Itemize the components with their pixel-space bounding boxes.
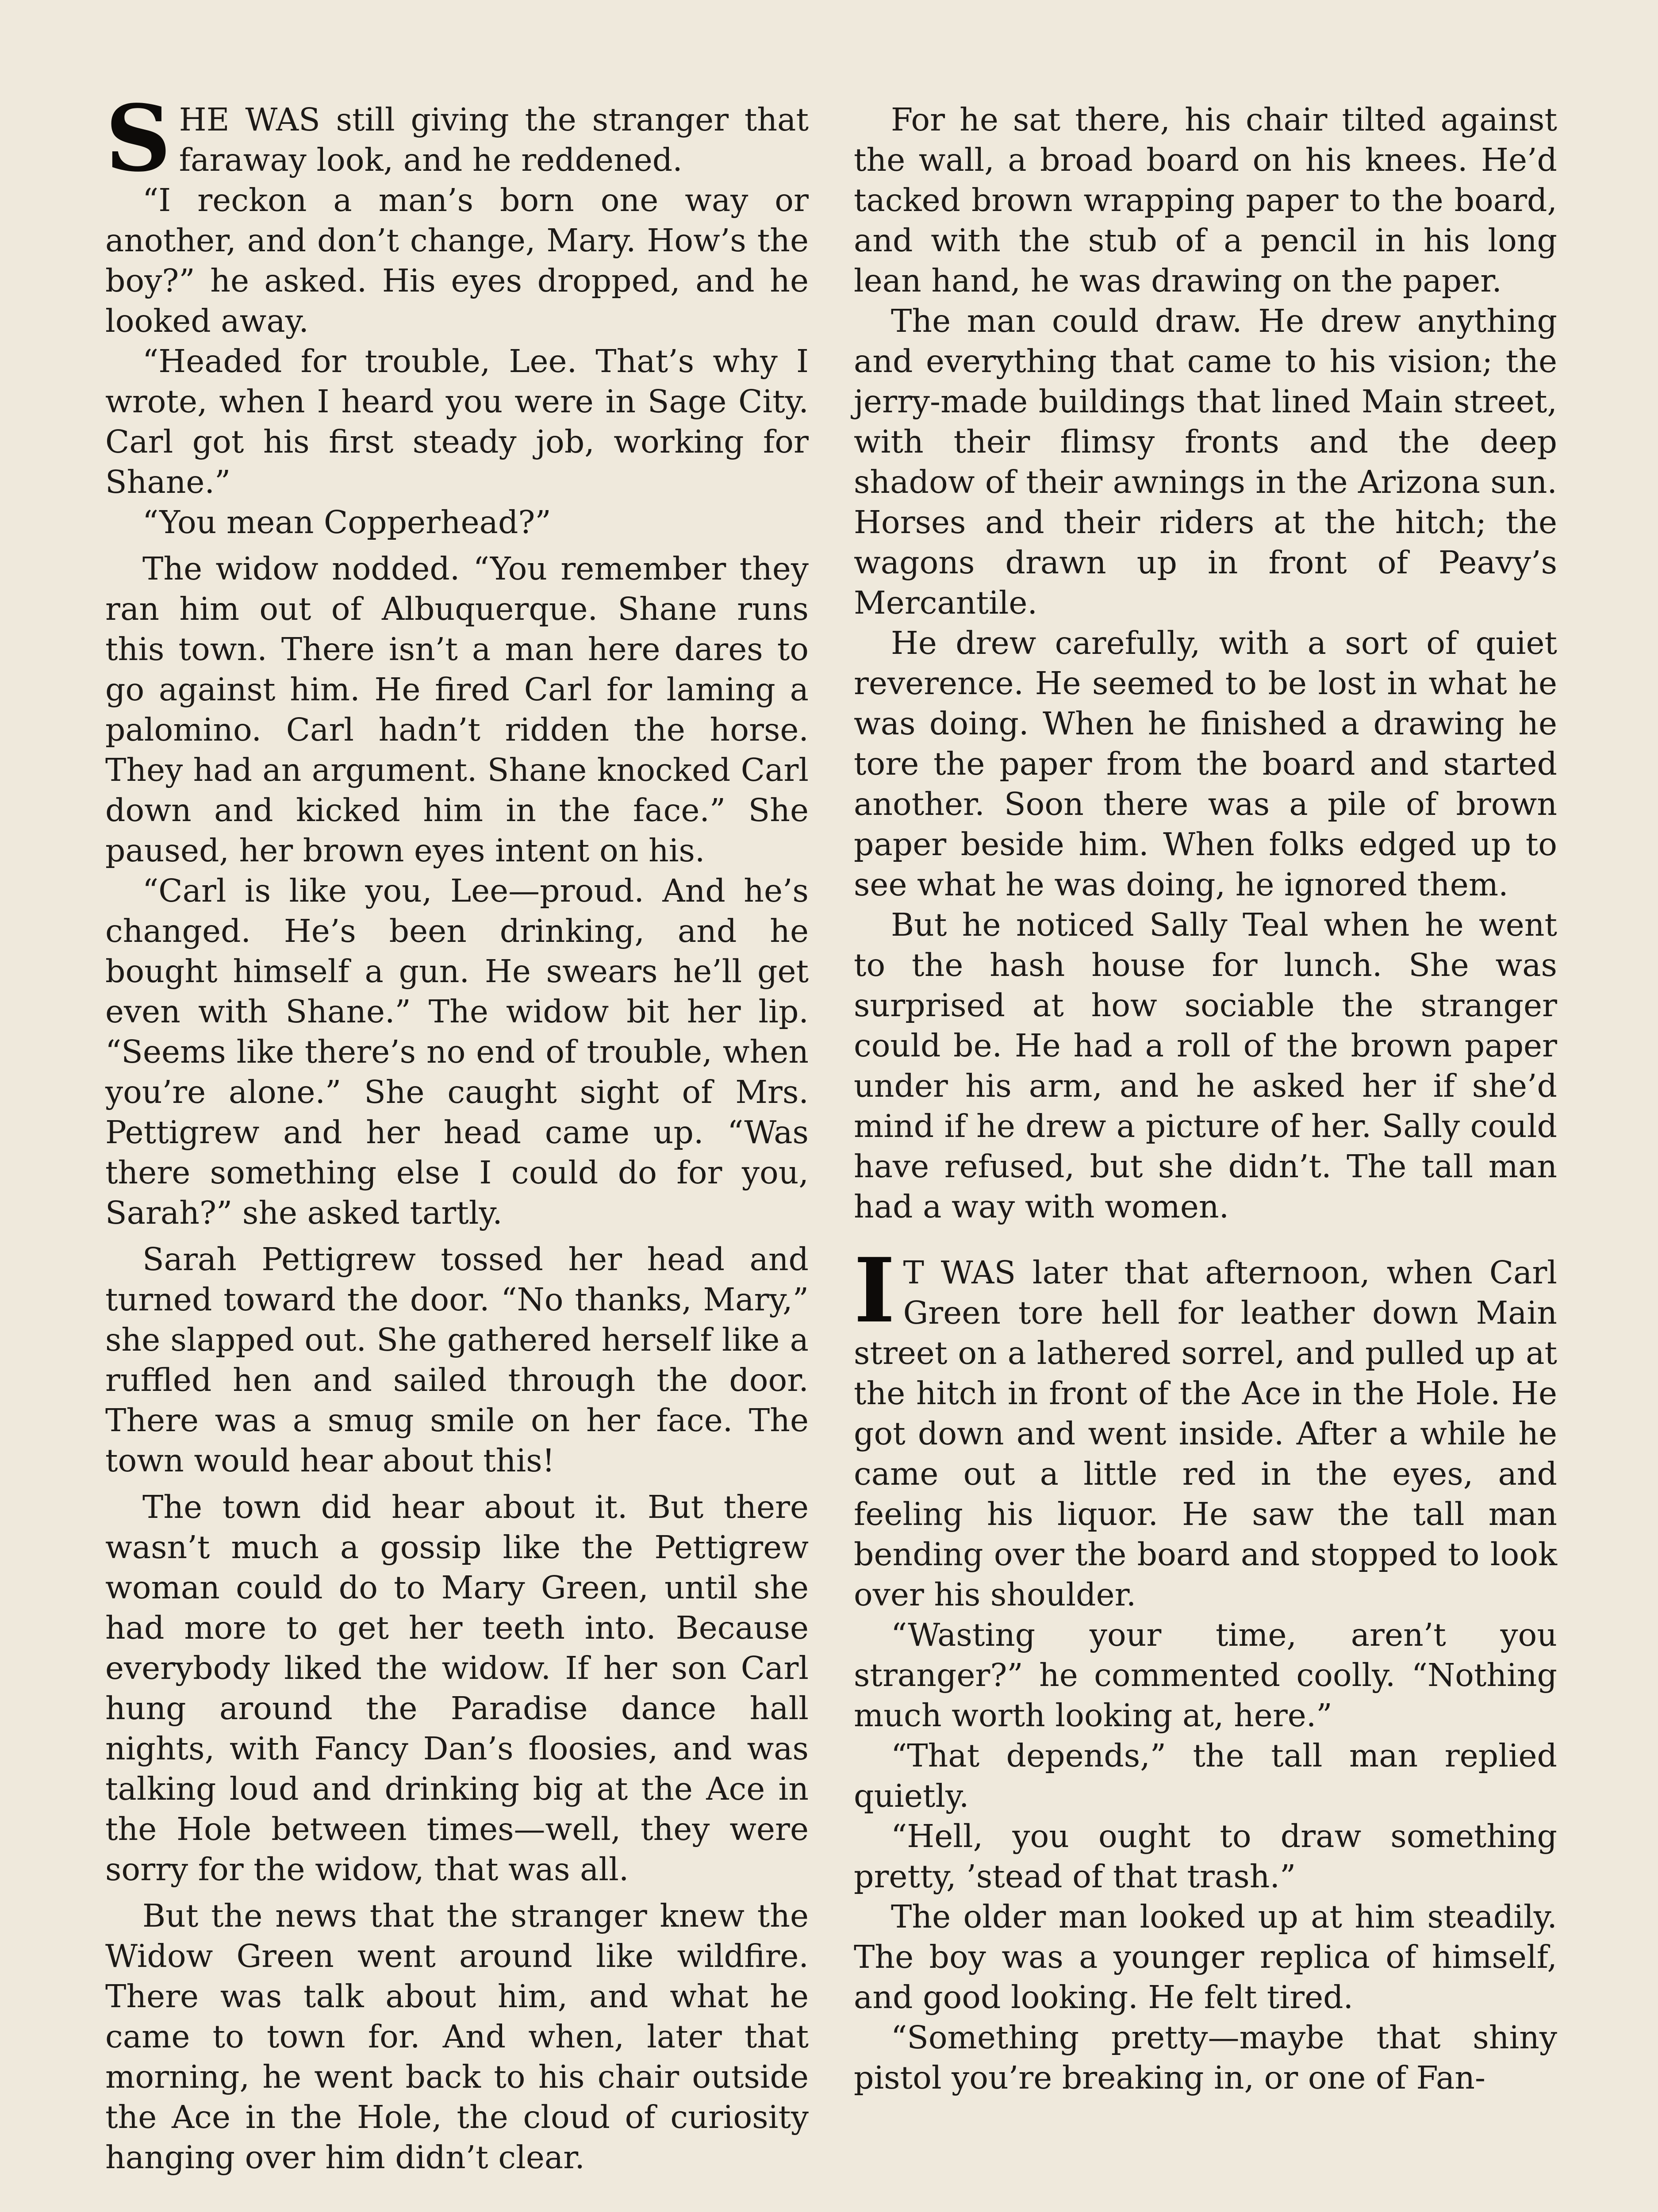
opening-text: HE WAS still giving the stranger that faraway look, and he reddened. xyxy=(179,101,809,178)
paragraph: “Headed for trouble, Lee. That’s why I wrote, when I heard you were in Sage City. Carl got his first steady job, working for Shane.” xyxy=(105,343,809,500)
paragraph: The older man looked up at him steadily. The boy was a younger replica of himself, and good looking. He felt tired. xyxy=(854,1898,1557,2016)
paragraph: “Something pretty—maybe that shiny pistol you’re breaking in, or one of Fan- xyxy=(854,2019,1557,2096)
paragraph: “Carl is like you, Lee—proud. And he’s changed. He’s been drinking, and he bought himself a gun. He swears he’ll get even with Shane.” The widow bit her lip. “Seems like there’s no end of trouble, when you’re alone.” She caught sight of Mrs. Pettigrew and her head came up. “Was there something else I could do for you, Sarah?” she asked tartly. xyxy=(105,872,809,1231)
text-column-left xyxy=(105,85,809,2177)
paragraph: “Wasting your time, aren’t you stranger?” he commented coolly. “Nothing much worth looking at, here.” xyxy=(854,1617,1557,1734)
opening-paragraph xyxy=(105,85,809,192)
paragraph: For he sat there, his chair tilted against the wall, a broad board on his knees. He’d tacked brown wrapping paper to the board, and with the stub of a pencil in his long lean hand, he was drawing on the paper. xyxy=(854,101,1557,299)
paragraph: But he noticed Sally Teal when he went to the hash house for lunch. She was surprised at how sociable the stranger could be. He had a roll of the brown paper under his arm, and he asked her if she’d mind if he drew a picture of her. Sally could have refused, but she didn’t. The tall man had a way with women. xyxy=(854,906,1557,1225)
paragraph: But the news that the stranger knew the Widow Green went around like wildfire. There was talk about him, and what he came to town for. And when, later that morning, he went back to his chair outside the Ace in the Hole, the cloud of curiosity hanging over him didn’t clear. xyxy=(105,1897,809,2176)
section-opening-paragraph xyxy=(854,1239,1557,1615)
paragraph: “You mean Copperhead?” xyxy=(142,504,551,541)
paragraph: He drew carefully, with a sort of quiet reverence. He seemed to be lost in what he was doing. When he finished a drawing he tore the paper from the board and started another. Soon there was a pile of brown paper beside him. When folks edged up to see what he was doing, he ignored them. xyxy=(854,625,1557,903)
text-column-right xyxy=(854,100,1557,2098)
paragraph: “Hell, you ought to draw something pretty, ’stead of that trash.” xyxy=(854,1818,1557,1895)
section-opening-text: T WAS later that afternoon, when Carl Green tore hell for leather down Main street on a lathered sorrel, and pulled up at the hitch in front of the Ace in the Hole. He got down and went inside. After a while he came out a little red in the eyes, and feeling his liquor. He saw the tall man bending over the board and stopped to look over his shoulder. xyxy=(854,1254,1557,1613)
drop-cap: S xyxy=(105,85,171,192)
paragraph: The widow nodded. “You remember they ran him out of Albuquerque. Shane runs this town. There isn’t a man here dares to go against him. He fired Carl for laming a palomino. Carl hadn’t ridden the horse. They had an argument. Shane knocked Carl down and kicked him in the face.” She paused, her brown eyes intent on his. xyxy=(105,550,809,869)
paragraph: The town did hear about it. But there wasn’t much a gossip like the Pettigrew woman could do to Mary Green, until she had more to get her teeth into. Because everybody liked the widow. If her son Carl hung around the Paradise dance hall nights, with Fancy Dan’s floosies, and was talking loud and drinking big at the Ace in the Hole between times—well, they were sorry for the widow, that was all. xyxy=(105,1489,809,1888)
paragraph: “That depends,” the tall man replied quietly. xyxy=(854,1737,1557,1814)
paragraph: “I reckon a man’s born one way or another, and don’t change, Mary. How’s the boy?” he asked. His eyes dropped, and he looked away. xyxy=(105,182,809,339)
paragraph: The man could draw. He drew anything and everything that came to his vision; the jerry-made buildings that lined Main street, with their flimsy fronts and the deep shadow of their awnings in the Arizona sun. Horses and their riders at the hitch; the wagons drawn up in front of Peavy’s Mercantile. xyxy=(854,303,1557,621)
paragraph: Sarah Pettigrew tossed her head and turned toward the door. “No thanks, Mary,” she slapped out. She gathered herself like a ruffled hen and sailed through the door. There was a smug smile on her face. The town would hear about this! xyxy=(105,1241,809,1479)
drop-cap: I xyxy=(854,1239,895,1343)
